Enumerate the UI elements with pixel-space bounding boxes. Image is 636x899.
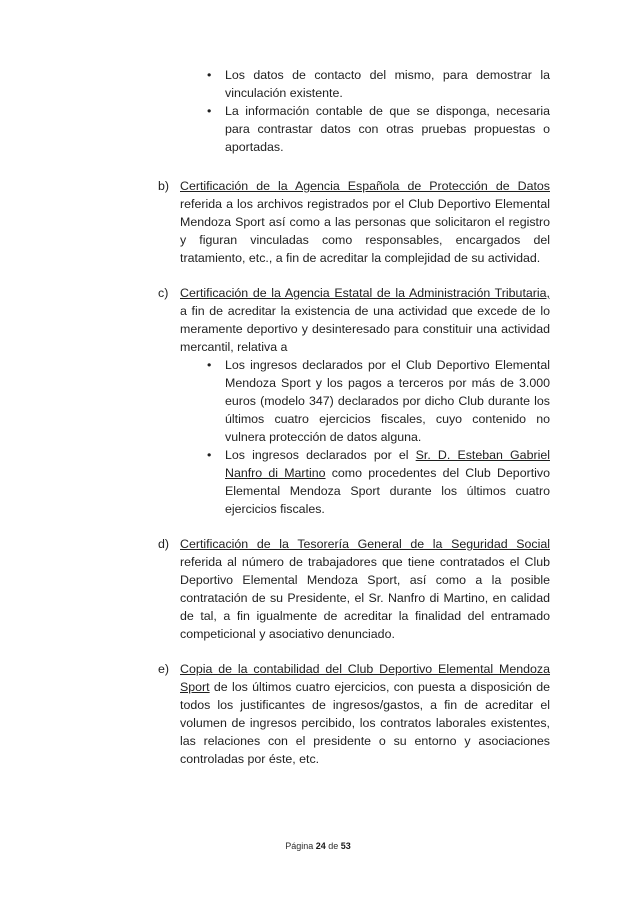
item-c-bullet-2 — [158, 446, 550, 518]
intro-bullet-1 — [158, 66, 550, 102]
footer-prefix: Página — [285, 841, 316, 851]
item-c-bullet-2-text-after: como procedentes del Club Deportivo Elemental Mendoza Sport durante los últimos cuatro ejercicios fiscales. — [225, 466, 550, 516]
item-b-body: referida a los archivos registrados por el Club Deportivo Elemental Mendoza Sport así como a las personas que solicitaron el registro y figuran vinculadas como responsables, encargados del tratamiento, etc., a fin de acreditar la complejidad de su actividad. — [180, 197, 550, 265]
item-e-body: de los últimos cuatro ejercicios, con puesta a disposición de todos los justificantes de ingresos/gastos, a fin de acreditar el volumen de ingresos percibido, los contratos laborales existentes, las relaciones con el presidente o su entorno y asociaciones controladas por éste, etc. — [180, 680, 550, 766]
item-c-bullet-2-text: Los ingresos declarados por el — [225, 448, 416, 462]
item-d-underlined-title: Certificación de la Tesorería General de la Seguridad Social — [180, 537, 550, 551]
bullet-icon: • — [207, 358, 212, 372]
item-e-label: e) — [158, 662, 170, 676]
item-d-label: d) — [158, 537, 170, 551]
page-footer — [0, 840, 636, 852]
document-body — [158, 66, 550, 768]
item-c-body: a fin de acreditar la existencia de una actividad que excede de lo meramente deportivo y desinteresado para constituir una actividad mercantil, relativa a — [180, 304, 550, 354]
item-c-bullet-2-underlined: Sr. D. Esteban Gabriel Nanfro di Martino — [225, 448, 550, 480]
item-c-label: c) — [158, 286, 169, 300]
footer-separator: de — [325, 841, 341, 851]
footer-page-number: 24 — [315, 841, 326, 851]
item-c-bullet-1-text: Los ingresos declarados por el Club Deportivo Elemental Mendoza Sport y los pagos a terceros por más de 3.000 euros (modelo 347) declarados por dicho Club durante los últimos cuatro ejercicios fiscales, cuyo contenido no vulnera protección de datos alguna. — [225, 358, 550, 444]
footer-total-pages: 53 — [340, 841, 351, 851]
list-item-e — [158, 660, 550, 768]
list-item-d — [158, 535, 550, 643]
item-c-underlined-title: Certificación de la Agencia Estatal de la Administración Tributaria, — [180, 286, 550, 300]
item-e-underlined-title: Copia de la contabilidad del Club Deportivo Elemental Mendoza Sport — [180, 662, 550, 694]
bullet-icon: • — [207, 104, 212, 118]
item-b-label: b) — [158, 179, 170, 193]
intro-bullet-1-text: Los datos de contacto del mismo, para demostrar la vinculación existente. — [225, 68, 550, 100]
item-b-underlined-title: Certificación de la Agencia Española de Protección de Datos — [180, 179, 550, 193]
list-item-c — [158, 284, 550, 356]
intro-bullet-2 — [158, 102, 550, 156]
list-item-b — [158, 177, 550, 267]
intro-bullet-2-text: La información contable de que se disponga, necesaria para contrastar datos con otras pruebas propuestas o aportadas. — [225, 104, 550, 154]
bullet-icon: • — [207, 448, 212, 462]
item-d-body: referida al número de trabajadores que tiene contratados el Club Deportivo Elemental Mendoza Sport, así como a la posible contratación de su Presidente, el Sr. Nanfro di Martino, en calidad de tal, a fin igualmente de acreditar la finalidad del entramado competicional y asociativo denunciado. — [180, 555, 550, 641]
item-c-bullet-1 — [158, 356, 550, 446]
bullet-icon: • — [207, 68, 212, 82]
